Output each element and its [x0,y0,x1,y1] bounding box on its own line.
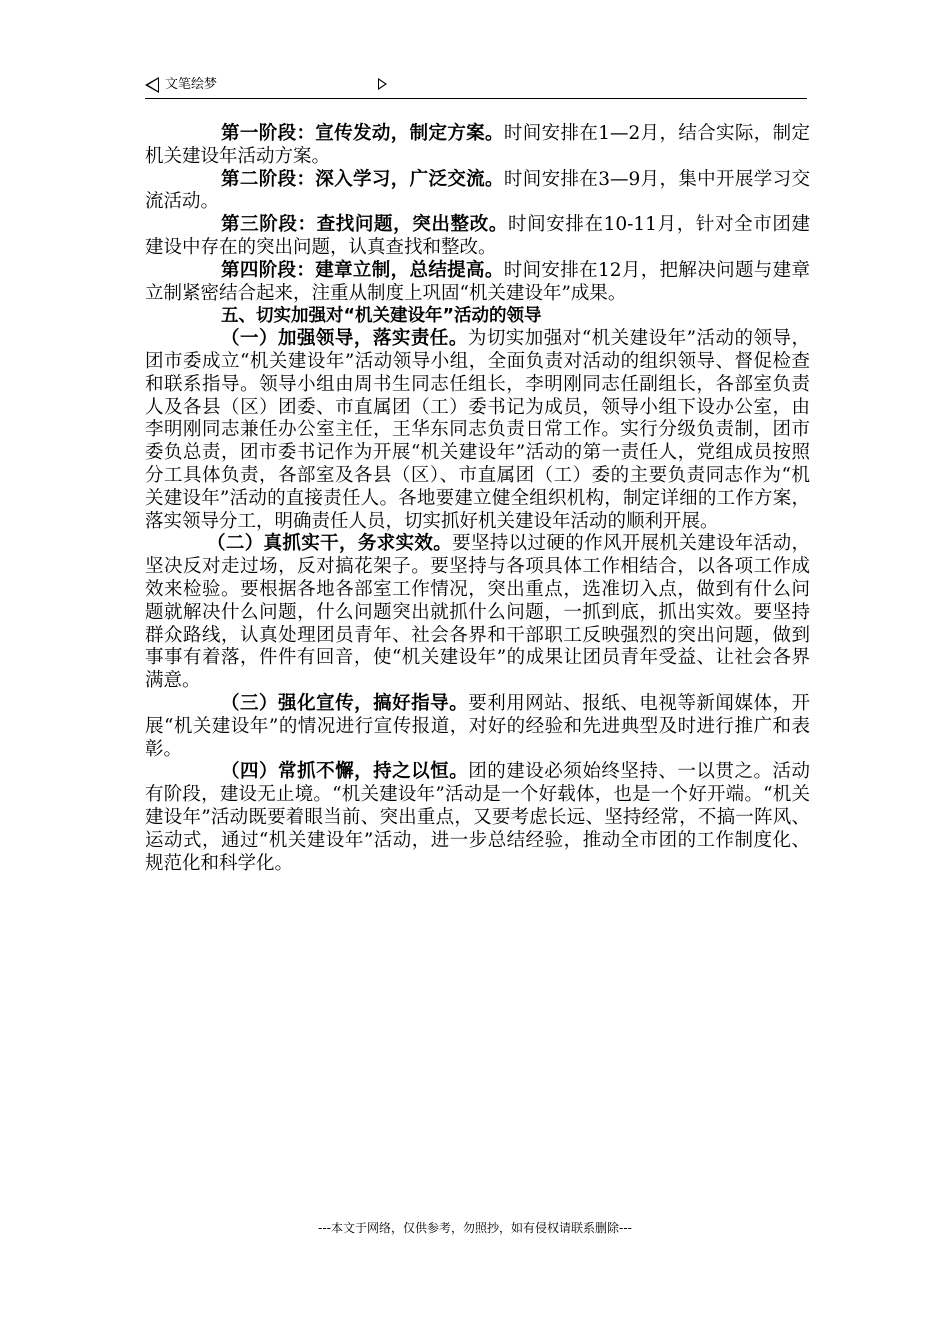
paragraph-stage-1 [145,123,810,169]
stage-title: 第四阶段：建章立制，总结提高。 [221,259,504,281]
stage-text: 时间安排在10-11月，针对全市团建建设中存在的突出问题，认真查找和整改。 [145,214,810,258]
header-brand: 文笔绘梦 [165,77,218,92]
stage-text: 时间安排在3—9月，集中开展学习交流活动。 [145,168,810,213]
stage-text: 时间安排在1—2月，结合实际，制定机关建设年活动方案。 [145,123,810,167]
section-heading: 五、切实加强对“机关建设年”活动的领导 [221,306,542,327]
subsection-text: 为切实加强对“机关建设年”活动的领导，团市委成立“机关建设年”活动领导小组，全面负责对活动的组织领导、督促检查和联系指导。领导小组由周书生同志任组长，李明刚同志任副组长，各部室负责人及各县（区）团委、市直属团（工）委书记为成员，领导小组下设办公室，由李明刚同志兼任办公室主任，王华东同志负责日常工作。实行分级负责制，团市委负总责，团市委书记作为开展“机关建设年”活动的第一责任人，党组成员按照分工具体负责，各部室及各县（区）、市直属团（工）委的主要负责同志作为“机关建设年”活动的直接责任人。各地要建立健全组织机构，制定详细的工作方案，落实领导分工，明确责任人员，切实抓好机关建设年活动的顺利开展。 [145,328,810,532]
subsection-1 [145,328,810,533]
subsection-3 [145,693,810,761]
subsection-2 [145,533,810,693]
page-footer: ---本文于网络，仅供参考，勿照抄，如有侵权请联系删除--- [318,1221,632,1235]
subsection-text: 要利用网站、报纸、电视等新闻媒体，开展“机关建设年”的情况进行宣传报道，对好的经验和先进典型及时进行推广和表彰。 [145,692,810,760]
document-body [145,123,810,875]
subsection-title: （二）真抓实干，务求实效。 [207,533,453,555]
subsection-4 [145,761,810,875]
subsection-title: （一）加强领导，落实责任。 [221,328,468,350]
paragraph-stage-2 [145,169,810,215]
subsection-text: 团的建设必须始终坚持、一以贯之。活动有阶段，建设无止境。“机关建设年”活动是一个好载体，也是一个好开端。“机关建设年”活动既要着眼当前、突出重点，又要考虑长远、坚持经常，不搞一阵风、运动式，通过“机关建设年”活动，进一步总结经验，推动全市团的工作制度化、规范化和科学化。 [145,761,810,874]
paragraph-stage-4 [145,260,810,306]
stage-title: 第三阶段：查找问题，突出整改。 [221,214,508,236]
subsection-title: （四）常抓不懈，持之以恒。 [221,761,469,783]
triangle-right-icon [378,78,387,90]
subsection-text: 要坚持以过硬的作风开展机关建设年活动，坚决反对走过场，反对搞花架子。要坚持与各项具体工作相结合，以各项工作成效来检验。要根据各地各部室工作情况，突出重点，选准切入点，做到有什么问题就解决什么问题，什么问题突出就抓什么问题，一抓到底，抓出实效。要坚持群众路线，认真处理团员青年、社会各界和干部职工反映强烈的突出问题，做到事事有着落，件件有回音，使“机关建设年”的成果让团员青年受益、让社会各界满意。 [145,533,810,692]
paragraph-stage-3 [145,214,810,260]
page-header [145,70,807,99]
stage-title: 第一阶段：宣传发动，制定方案。 [221,123,504,144]
stage-title: 第二阶段：深入学习，广泛交流。 [221,168,504,190]
stage-text: 时间安排在12月，把解决问题与建章立制紧密结合起来，注重从制度上巩固“机关建设年”成果。 [145,259,810,304]
subsection-title: （三）强化宣传，搞好指导。 [221,692,469,714]
triangle-left-icon [145,77,159,93]
